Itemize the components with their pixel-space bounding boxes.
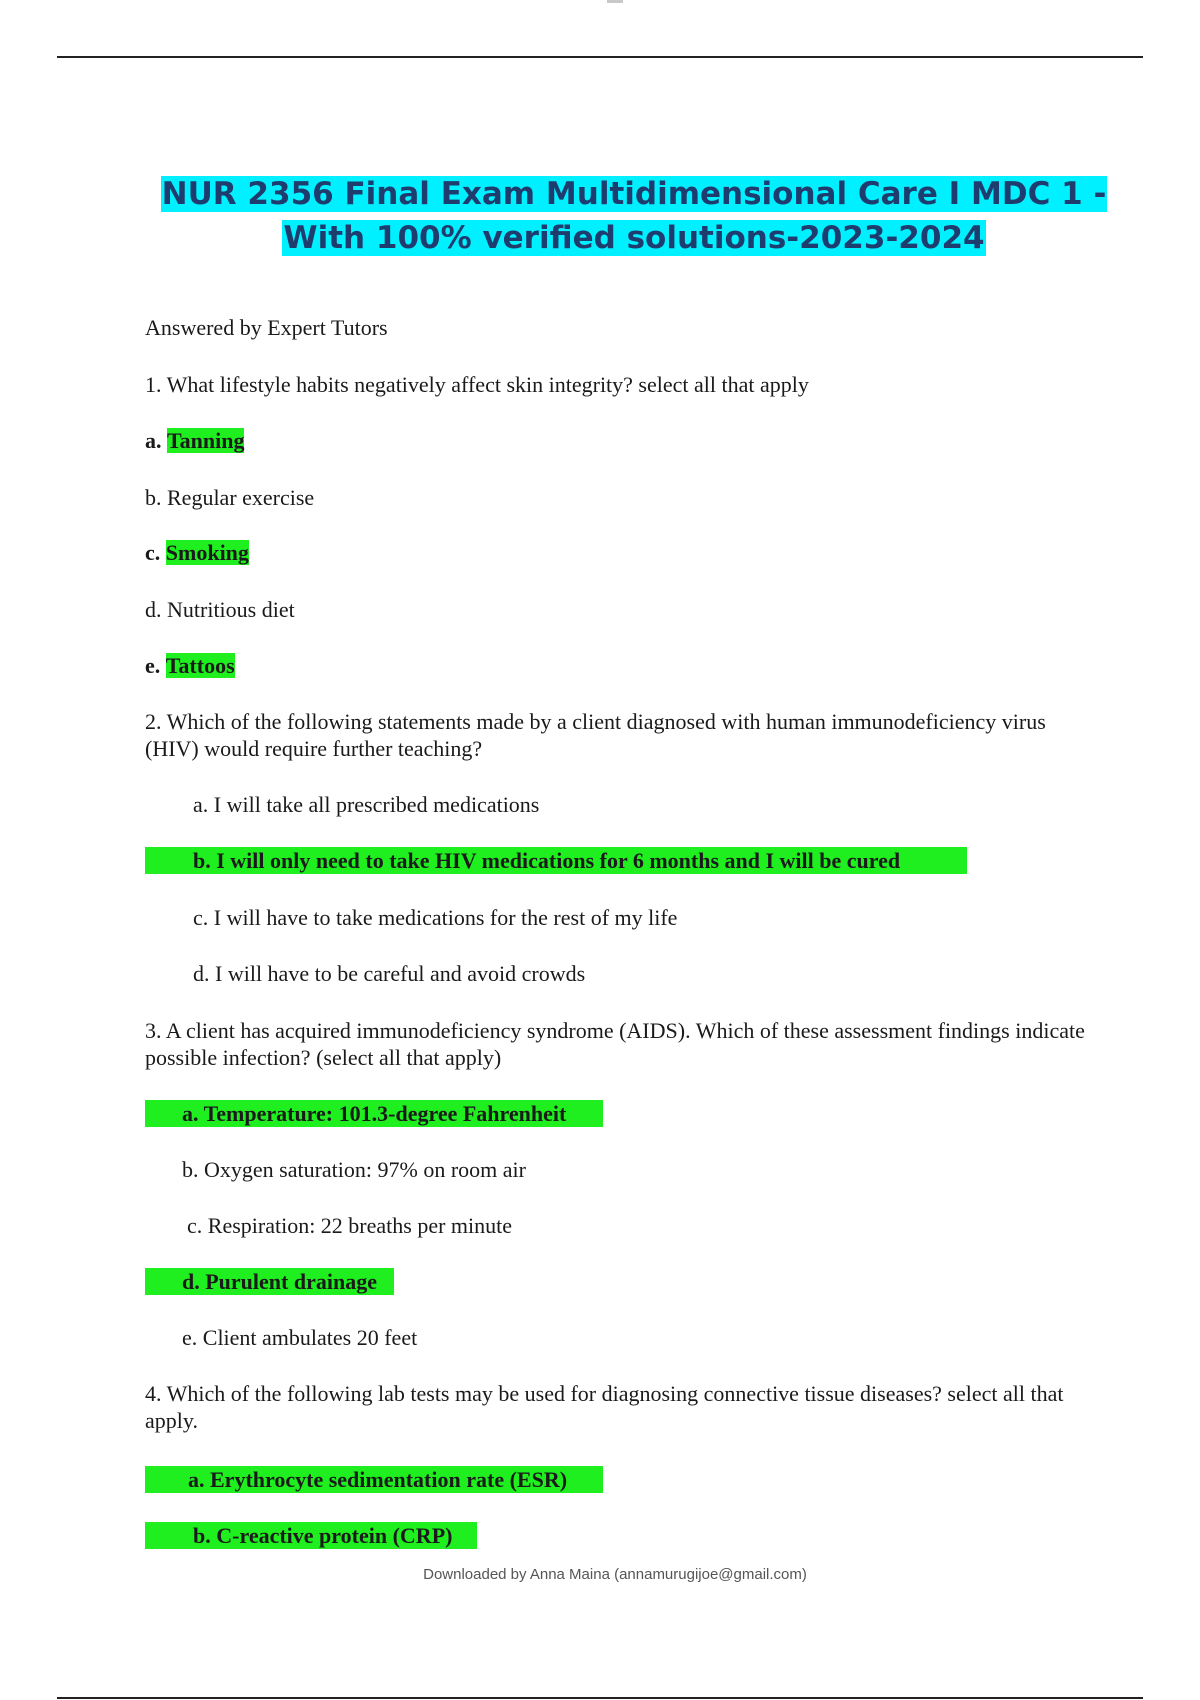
q2-option-c: c. I will have to take medications for the rest of my life [193,905,678,930]
footer-rule [57,1697,1143,1699]
option-text-correct: Tattoos [165,653,235,678]
option-text: Regular exercise [167,485,315,510]
q4-option-b-correct: b. C-reactive protein (CRP) [145,1522,477,1549]
download-footer: Downloaded by Anna Maina (annamurugijoe@gmail.com) [423,1566,807,1583]
q1-option-b [145,484,314,511]
header-rule [57,56,1143,58]
option-text-correct: Smoking [165,540,249,565]
question-2-text: 2. Which of the following statements made by a client diagnosed with human immunodeficiency virus (HIV) would require further teaching? [145,709,1046,761]
question-1-text: 1. What lifestyle habits negatively affect skin integrity? select all that apply [145,372,809,397]
question-4-text: 4. Which of the following lab tests may be used for diagnosing connective tissue diseases? select all that apply. [145,1381,1064,1433]
q3-option-c: c. Respiration: 22 breaths per minute [187,1213,513,1238]
q3-option-e: e. Client ambulates 20 feet [182,1325,418,1350]
q1-option-a [145,427,244,454]
option-text: Nutritious diet [167,597,295,622]
intro-text: Answered by Expert Tutors [145,315,388,340]
title-line-2: With 100% verified solutions-2023-2024 [283,220,985,256]
q2-option-d: d. I will have to be careful and avoid crowds [193,961,586,986]
option-letter: c. [145,540,161,565]
q1-option-c [145,539,249,566]
document-title [0,172,1200,260]
option-letter: d. [145,597,162,622]
page-top-marker [607,0,623,3]
q2-option-a: a. I will take all prescribed medications [193,792,540,817]
q1-option-e [145,652,235,679]
title-line-1: NUR 2356 Final Exam Multidimensional Care I MDC 1 - [161,176,1107,212]
option-letter: e. [145,653,161,678]
question-3-text: 3. A client has acquired immunodeficiency syndrome (AIDS). Which of these assessment findings indicate possible infection? (select all that apply) [145,1018,1085,1070]
q4-option-a-correct: a. Erythrocyte sedimentation rate (ESR) [145,1466,603,1493]
q3-option-d-correct: d. Purulent drainage [145,1268,394,1295]
q3-option-a-correct: a. Temperature: 101.3-degree Fahrenheit [145,1100,603,1127]
option-letter: b. [145,485,162,510]
q1-option-d [145,596,295,623]
option-text-correct: Tanning [167,428,245,453]
q3-option-b: b. Oxygen saturation: 97% on room air [182,1157,526,1182]
q2-option-b-correct: b. I will only need to take HIV medications for 6 months and I will be cured [145,847,967,874]
option-letter: a. [145,428,162,453]
